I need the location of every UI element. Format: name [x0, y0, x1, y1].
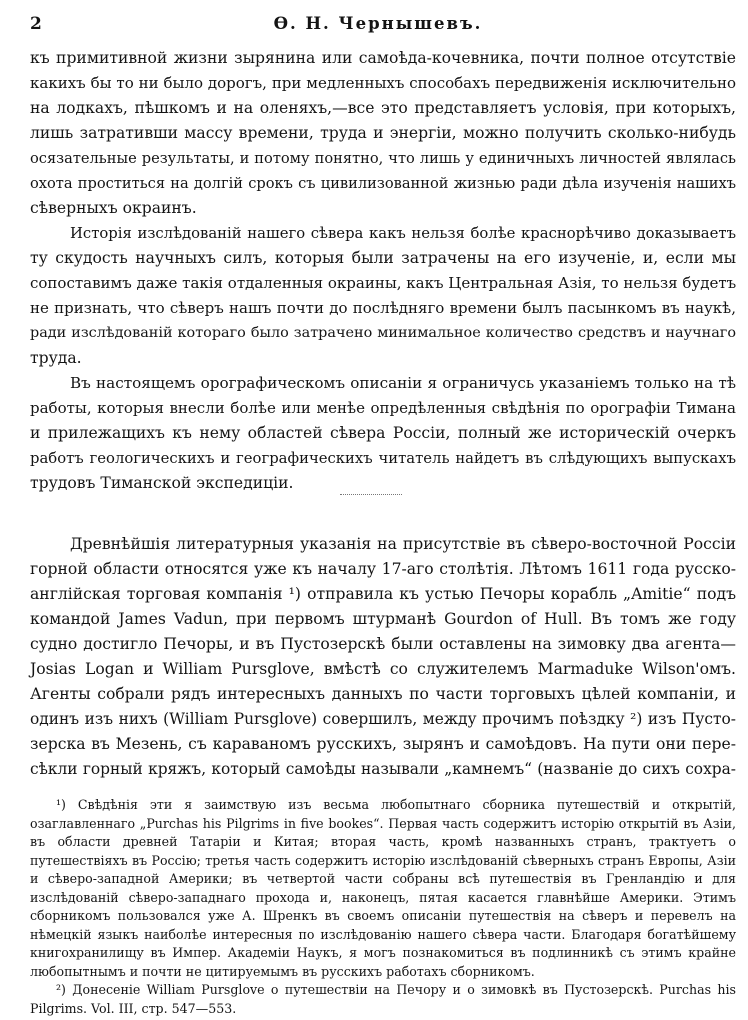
text-line: къ примитивной жизни зырянина или самоѣда-кочевника, почти полное отсутствіе [30, 49, 736, 67]
text-line: Древнѣйшія литературныя указанія на присутствіе въ сѣверо-восточной Россіи [70, 535, 736, 553]
text-line: Исторія изслѣдованій нашего сѣвера какъ нельзя болѣе краснорѣчиво доказываетъ [70, 225, 736, 242]
text-line: сѣверныхъ окраинъ. [30, 199, 197, 217]
footnote-text: ²) Донесеніе William Pursglove о путешествіи на Печору и о зимовкѣ въ Пустозерскѣ. Purchas [56, 982, 712, 997]
footnotes [30, 796, 736, 1018]
footnote-text: ¹) Свѣдѣнія эти я заимствую изъ весьма любопытнаго сборника путешествій и открытій, озаглавленнаго „Purchas his Pilgrims in five bookes“. Первая часть содержитъ исторію открытій въ Азіи, въ [30, 797, 736, 849]
text-line: не признать, что сѣверъ нашъ почти до послѣдняго времени былъ пасынкомъ въ наукѣ, [30, 299, 736, 317]
footnote-text: his Pilgrims. Vol. III, стр. 547—553. [30, 982, 736, 1016]
paragraph-2 [30, 221, 736, 371]
text-line: труда. [30, 349, 82, 367]
page-header [30, 14, 726, 36]
paragraph-3 [30, 371, 736, 496]
section-divider [340, 494, 402, 495]
text-line: и прилежащихъ къ нему областей сѣвера Россіи, полный же историческій очеркъ [30, 424, 736, 442]
text-line: трудовъ Тиманской экспедиціи. [30, 474, 294, 492]
running-head: Ѳ. Н. Чернышевъ. [273, 14, 483, 33]
text-line: судно достигло Печоры, и въ Пустозерскѣ были оставлены на зимовку два агента— [30, 635, 736, 653]
text-line: лишь затративши массу времени, труда и энергіи, можно получить сколько-нибудь [30, 124, 736, 142]
text-line: зерска въ Мезень, съ караваномъ русскихъ, зырянъ и самоѣдовъ. На пути они пере- [30, 735, 736, 753]
text-line: работъ геологическихъ и географическихъ читатель найдетъ въ слѣдующихъ выпускахъ [30, 450, 736, 467]
text-line: ради изслѣдованій котораго было затрачено минимальное количество средствъ и научнаго [30, 325, 736, 341]
text-line: горной области относятся уже къ началу 17-аго столѣтія. Лѣтомъ 1611 года русско- [30, 560, 736, 578]
footnote-text: интересныя по изслѣдованію нашего сѣвера части. Благодаря богатѣйшему книгохранилищу въ Импер. [30, 926, 736, 960]
footnote-text: Академіи Наукъ, я могъ познакомиться въ подлинникѣ съ этимъ крайне любопытнымъ и почти не цитируемымъ въ русскихъ работахъ сборникомъ. [30, 945, 736, 979]
footnote-2 [30, 981, 736, 1018]
text-line: сѣкли горный кряжъ, который самоѣды называли „камнемъ“ (названіе до сихъ сохра- [30, 760, 736, 778]
text-line: командой James Vadun, при первомъ штурманѣ Gourdon of Hull. Въ томъ же году [30, 610, 736, 628]
paragraph-4 [30, 532, 736, 782]
paragraph-1 [30, 46, 736, 221]
text-line: работы, которыя внесли болѣе или менѣе опредѣленныя свѣдѣнія по орографіи Тимана [30, 399, 736, 417]
text-line: охота проститься на долгій срокъ съ цивилизованной жизнью ради дѣла изученія нашихъ [30, 175, 736, 192]
page-number: 2 [30, 14, 42, 34]
text-line: одинъ изъ нихъ (William Pursglove) совершилъ, между прочимъ поѣздку ²) изъ Пусто- [30, 710, 736, 728]
text-line: Въ настоящемъ орографическомъ описаніи я ограничусь указаніемъ только на тѣ [70, 374, 736, 392]
footnote-text: области древней Татаріи и Китая; вторая часть, кромѣ названныхъ странъ, трактуетъ о путешествіяхъ [30, 834, 736, 868]
text-line: англійская торговая компанія ¹) отправила къ устью Печоры корабль „Amitie“ подъ [30, 585, 736, 603]
text-line: на лодкахъ, пѣшкомъ и на оленяхъ,—все это представляетъ условія, при которыхъ, [30, 99, 736, 117]
text-line: сопоставимъ даже такія отдаленныя окраины, какъ Центральная Азія, то нельзя будетъ [30, 274, 737, 292]
text-line: ту скудость научныхъ силъ, которыя были затрачены на его изученіе, и, если мы [30, 249, 736, 267]
text-line: Агенты собрали рядъ интересныхъ данныхъ по части торговыхъ цѣлей компаніи, и [30, 685, 736, 703]
text-line: Josias Logan и William Pursglove, вмѣстѣ со служителемъ Marmaduke Wilson'омъ. [30, 660, 736, 678]
text-line: какихъ бы то ни было дорогъ, при медленныхъ способахъ передвиженія исключительно [30, 74, 736, 92]
text-line: осязательные результаты, и потому понятно, что лишь у единичныхъ личностей являлась [30, 150, 736, 167]
footnote-text: въ Россію; третья часть содержитъ исторію изслѣдованій сѣверныхъ странъ Европы, Азіи и сѣверо-западной Америки; въ четвертой части собраны всѣ путешествія въ Гренландію и для изслѣдованій сѣверо-западнаго прохода и, наконецъ, пятая касается главнѣйше Америки. Этимъ сборникомъ пользовался [30, 852, 736, 923]
footnote-1 [30, 796, 736, 981]
footnote-text: уже А. Шренкъ въ своемъ описаніи путешествія на сѣверъ и перевелъ на нѣмецкій языкъ наиболѣе [30, 908, 736, 942]
